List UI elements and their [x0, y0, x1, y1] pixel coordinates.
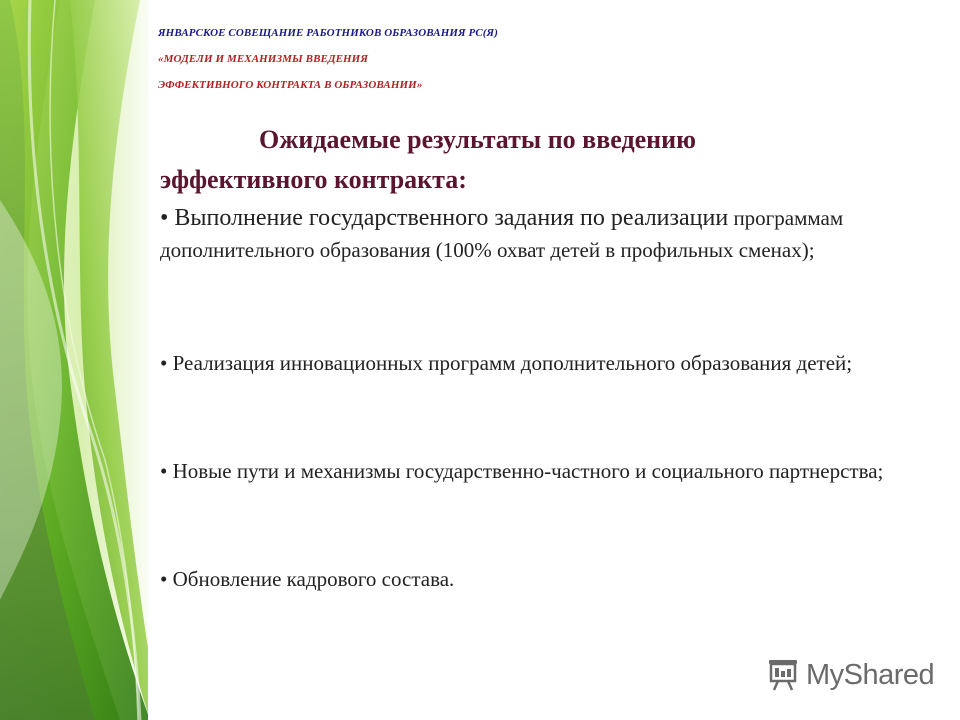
list-item: • Обновление кадрового состава. — [160, 567, 455, 591]
list-item — [160, 202, 940, 266]
brand-name: MyShared — [806, 658, 935, 691]
header-line-1: ЯНВАРСКОЕ СОВЕЩАНИЕ РАБОТНИКОВ ОБРАЗОВАНИЯ РС(Я) — [158, 27, 498, 39]
list-item-rest: программам дополнительного образования (100% охват детей в профильных сменах); — [160, 206, 844, 262]
list-item: • Реализация инновационных программ дополнительного образования детей; — [160, 351, 853, 375]
list-item: • Новые пути и механизмы государственно-частного и социального партнерства; — [160, 459, 884, 483]
slide-title — [160, 120, 860, 200]
header-line-2: «МОДЕЛИ И МЕХАНИЗМЫ ВВЕДЕНИЯ — [158, 53, 369, 65]
title-line-2: эффективного контракта: — [160, 165, 467, 194]
header-line-3: ЭФФЕКТИВНОГО КОНТРАКТА В ОБРАЗОВАНИИ» — [158, 79, 423, 91]
myshared-watermark — [766, 655, 934, 695]
conference-header — [158, 20, 858, 98]
projector-screen-icon — [766, 659, 800, 691]
list-item-lead: • Выполнение государственного задания по реализации — [160, 205, 729, 231]
title-line-1: Ожидаемые результаты по введению — [259, 125, 696, 154]
green-swirl-decoration — [0, 0, 160, 720]
